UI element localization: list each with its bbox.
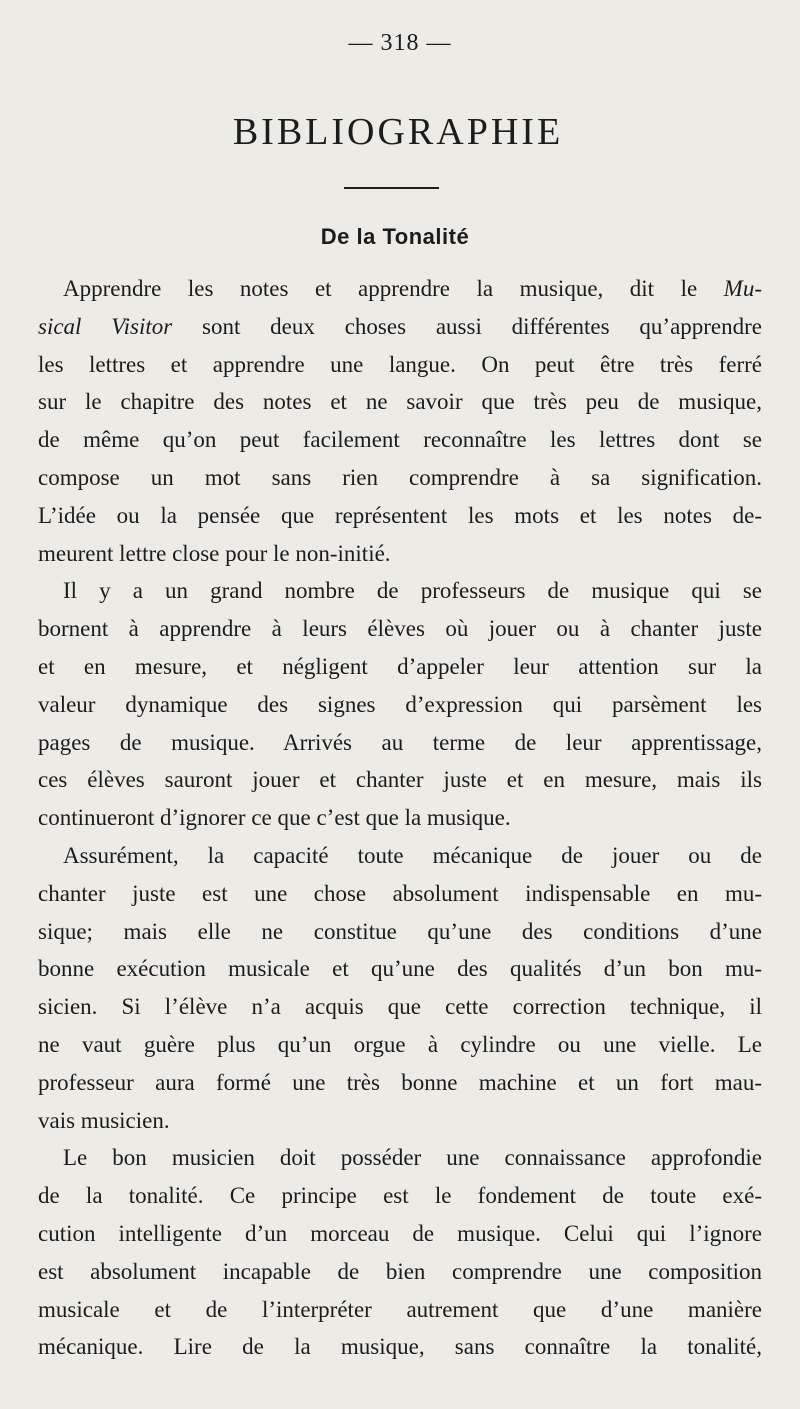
text-line: bornent à apprendre à leurs élèves où jouer ou à chanter juste — [38, 616, 762, 642]
text-line: Il y a un grand nombre de professeurs de musique qui se — [63, 578, 762, 604]
section-title: BIBLIOGRAPHIE — [232, 111, 564, 153]
text-line: Assurément, la capacité toute mécanique de jouer ou de — [63, 842, 762, 868]
article-title: De la Tonalité — [320, 224, 470, 249]
text-line-content: sont deux choses aussi différentes qu’apprendre — [202, 313, 763, 339]
text-line: cution intelligente d’un morceau de musique. Celui qui l’ignore — [38, 1220, 762, 1246]
text-line: musicale et de l’interpréter autrement que d’une manière — [38, 1296, 762, 1322]
text-line: sicien. Si l’élève n’a acquis que cette correction technique, il — [38, 994, 762, 1020]
text-line: sur le chapitre des notes et ne savoir que très peu de musique, — [38, 389, 762, 415]
article-body — [38, 270, 762, 1366]
text-line: ces élèves sauront jouer et chanter juste et en mesure, mais ils — [38, 767, 762, 793]
text-line — [38, 270, 762, 308]
text-line: de la tonalité. Ce principe est le fondement de toute exé- — [38, 1183, 762, 1209]
text-line: valeur dynamique des signes d’expression qui parsèment les — [38, 691, 762, 717]
text-line: L’idée ou la pensée que représentent les mots et les notes de- — [38, 502, 762, 528]
text-line: continueront d’ignorer ce que c’est que la musique. — [38, 805, 511, 831]
text-line: ne vaut guère plus qu’un orgue à cylindre ou une vielle. Le — [38, 1031, 762, 1057]
text-line: mécanique. Lire de la musique, sans connaître la tonalité, — [38, 1334, 762, 1360]
text-line: chanter juste est une chose absolument indispensable en mu- — [38, 880, 762, 906]
text-line: meurent lettre close pour le non-initié. — [38, 540, 391, 566]
text-line: professeur aura formé une très bonne machine et un fort mau- — [38, 1069, 762, 1095]
italic-title-fragment: sical Visitor — [38, 313, 173, 339]
text-line: pages de musique. Arrivés au terme de leur apprentissage, — [38, 729, 762, 755]
text-line: de même qu’on peut facilement reconnaître les lettres dont se — [38, 427, 762, 453]
text-line: compose un mot sans rien comprendre à sa signification. — [38, 464, 762, 490]
text-line — [38, 308, 762, 346]
text-line-content: Apprendre les notes et apprendre la musique, dit le — [63, 276, 724, 301]
page-number: — 318 — — [348, 30, 452, 56]
title-divider — [344, 187, 439, 189]
text-line: sique; mais elle ne constitue qu’une des conditions d’une — [38, 918, 762, 944]
text-line: est absolument incapable de bien comprendre une composition — [38, 1258, 762, 1284]
text-line: Le bon musicien doit posséder une connaissance approfondie — [63, 1145, 762, 1171]
text-line: vais musicien. — [38, 1107, 170, 1133]
italic-title-fragment: Mu- — [723, 276, 762, 301]
text-line: bonne exécution musicale et qu’une des qualités d’un bon mu- — [38, 956, 762, 982]
text-line: les lettres et apprendre une langue. On peut être très ferré — [38, 351, 762, 377]
text-line: et en mesure, et négligent d’appeler leur attention sur la — [38, 653, 762, 679]
